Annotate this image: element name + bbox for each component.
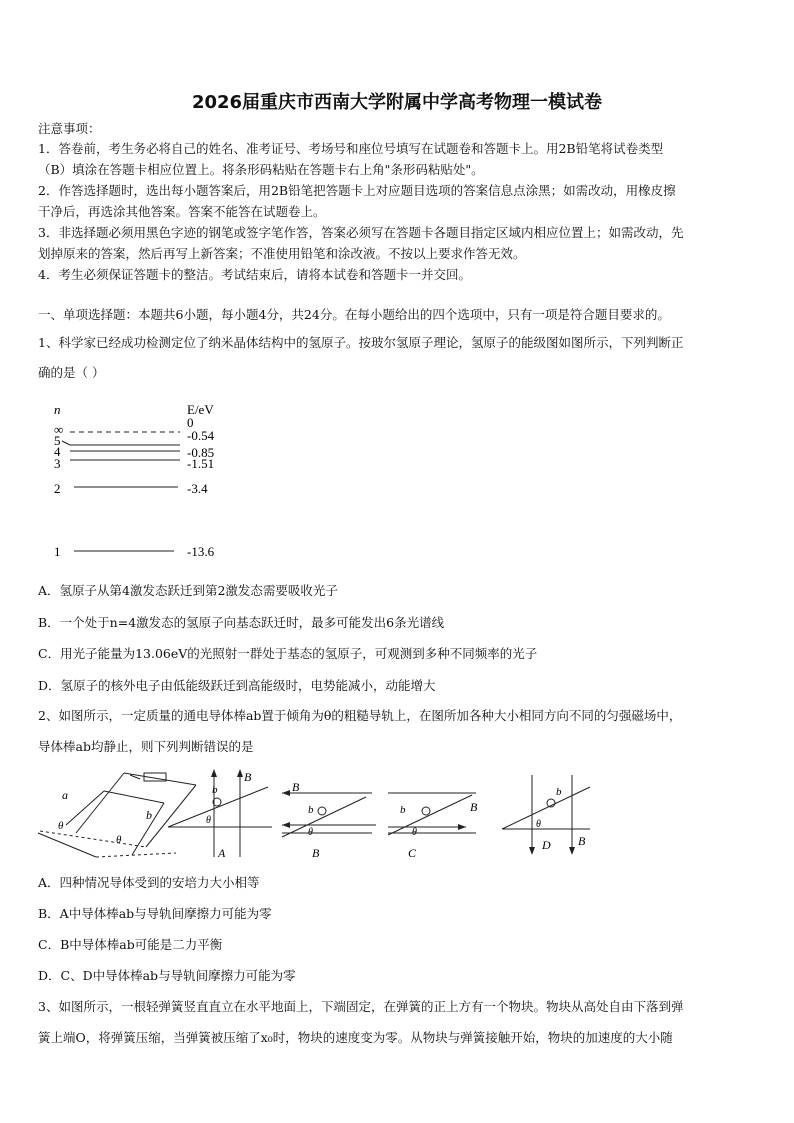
label-theta: θ	[536, 819, 541, 830]
notice-line: （B）填涂在答题卡相应位置上。将条形码粘贴在答题卡右上角"条形码粘贴处"。	[38, 162, 484, 177]
level-n-label: 1	[54, 544, 61, 559]
label-field-b: B	[244, 770, 252, 784]
figure-label-a: A	[218, 846, 226, 860]
figure-b	[282, 780, 376, 860]
label-field-b: B	[292, 780, 300, 794]
level-n-label: 5	[54, 433, 61, 448]
q1-option-d: D．氢原子的核外电子由低能级跃迁到高能级时，电势能减小，动能增大	[38, 678, 436, 693]
q1-stem: 确的是（ ）	[38, 365, 105, 380]
section-heading: 一、单项选择题：本题共6小题，每小题4分，共24分。在每小题给出的四个选项中，只有一项是符合题目要求的。	[38, 307, 670, 322]
energy-level-diagram	[40, 398, 260, 570]
inclined-rails-figure	[38, 773, 196, 857]
level-e-label: -1.51	[187, 456, 215, 471]
level-n-label: ∞	[54, 422, 64, 437]
label-b: b	[212, 784, 218, 796]
q3-stem: 簧上端O，将弹簧压缩，当弹簧被压缩了x₀时，物块的速度变为零。从物块与弹簧接触开始，物块的加速度的大小随	[38, 1030, 673, 1045]
label-b: b	[556, 786, 562, 798]
level-e-label: -0.54	[187, 428, 215, 443]
q2-figures	[36, 765, 596, 865]
figure-label-c: C	[408, 846, 417, 860]
q1-option-c: C．用光子能量为13.06eV的光照射一群处于基态的氢原子，可观测到多种不同频率的光子	[38, 646, 538, 661]
q2-stem: 导体棒ab均静止，则下列判断错误的是	[38, 739, 254, 754]
level-pointer	[62, 441, 70, 445]
notice-heading: 注意事项：	[38, 121, 101, 136]
level-e-label: -13.6	[187, 544, 215, 559]
q1-option-b: B．一个处于n=4激发态的氢原子向基态跃迁时，最多可能发出6条光谱线	[38, 615, 445, 630]
figure-d	[502, 775, 590, 855]
q2-option-a: A．四种情况导体受到的安培力大小相等	[38, 875, 260, 890]
page-title: 2026届重庆市西南大学附属中学高考物理一模试卷	[191, 92, 603, 113]
q1-option-a: A．氢原子从第4激发态跃迁到第2激发态需要吸收光子	[38, 583, 338, 598]
label-theta: θ	[58, 820, 64, 832]
notice-line: 3．非选择题必须用黑色字迹的钢笔或签字笔作答，答案必须写在答题卡各题目指定区域内相应位置上；如需改动，先	[38, 225, 684, 240]
notice-line: 4．考生必须保证答题卡的整洁。考试结束后，请将本试卷和答题卡一并交回。	[38, 267, 471, 282]
label-theta: θ	[116, 834, 122, 846]
level-n-label: 4	[54, 444, 61, 459]
label-field-b: B	[578, 834, 586, 848]
label-theta: θ	[308, 827, 313, 838]
figure-label-b: B	[312, 846, 320, 860]
label-theta: θ	[206, 815, 211, 826]
notice-line: 1．答卷前，考生务必将自己的姓名、准考证号、考场号和座位号填写在试题卷和答题卡上。用2B铅笔将试卷类型	[38, 141, 664, 156]
level-e-label: 0	[187, 415, 194, 430]
q2-option-c: C．B中导体棒ab可能是二力平衡	[38, 937, 223, 952]
q2-option-d: D．C、D中导体棒ab与导轨间摩擦力可能为零	[38, 968, 296, 983]
n-axis-label: n	[54, 402, 61, 417]
label-b: b	[400, 804, 406, 816]
label-b: b	[308, 804, 314, 816]
q2-option-b: B．A中导体棒ab与导轨间摩擦力可能为零	[38, 906, 272, 921]
notice-line: 干净后，再选涂其他答案。答案不能答在试题卷上。	[38, 204, 326, 219]
label-a: a	[62, 788, 68, 802]
level-e-label: -0.85	[187, 445, 215, 460]
figure-label-d: D	[542, 838, 551, 852]
level-n-label: 2	[54, 481, 61, 496]
e-axis-label: E/eV	[187, 402, 214, 417]
level-e-label: -3.4	[187, 481, 208, 496]
q2-stem: 2、如图所示，一定质量的通电导体棒ab置于倾角为θ的粗糙导轨上，在图所加各种大小相同方向不同的匀强磁场中，	[38, 708, 682, 723]
level-n-label: 3	[54, 456, 61, 471]
notice-line: 2．作答选择题时，选出每小题答案后，用2B铅笔把答题卡上对应题目选项的答案信息点涂黑；如需改动，用橡皮擦	[38, 183, 676, 198]
label-b: b	[146, 808, 152, 822]
q3-stem: 3、如图所示，一根轻弹簧竖直直立在水平地面上，下端固定，在弹簧的正上方有一个物块。物块从高处自由下落到弹	[38, 999, 684, 1014]
notice-line: 划掉原来的答案，然后再写上新答案；不准使用铅笔和涂改液。不按以上要求作答无效。	[38, 246, 526, 261]
label-field-b: B	[470, 800, 478, 814]
q1-stem: 1、科学家已经成功检测定位了纳米晶体结构中的氢原子。按玻尔氢原子理论，氢原子的能级图如图所示，下列判断正	[38, 335, 684, 350]
label-theta: θ	[412, 827, 417, 838]
figure-c	[388, 793, 478, 860]
